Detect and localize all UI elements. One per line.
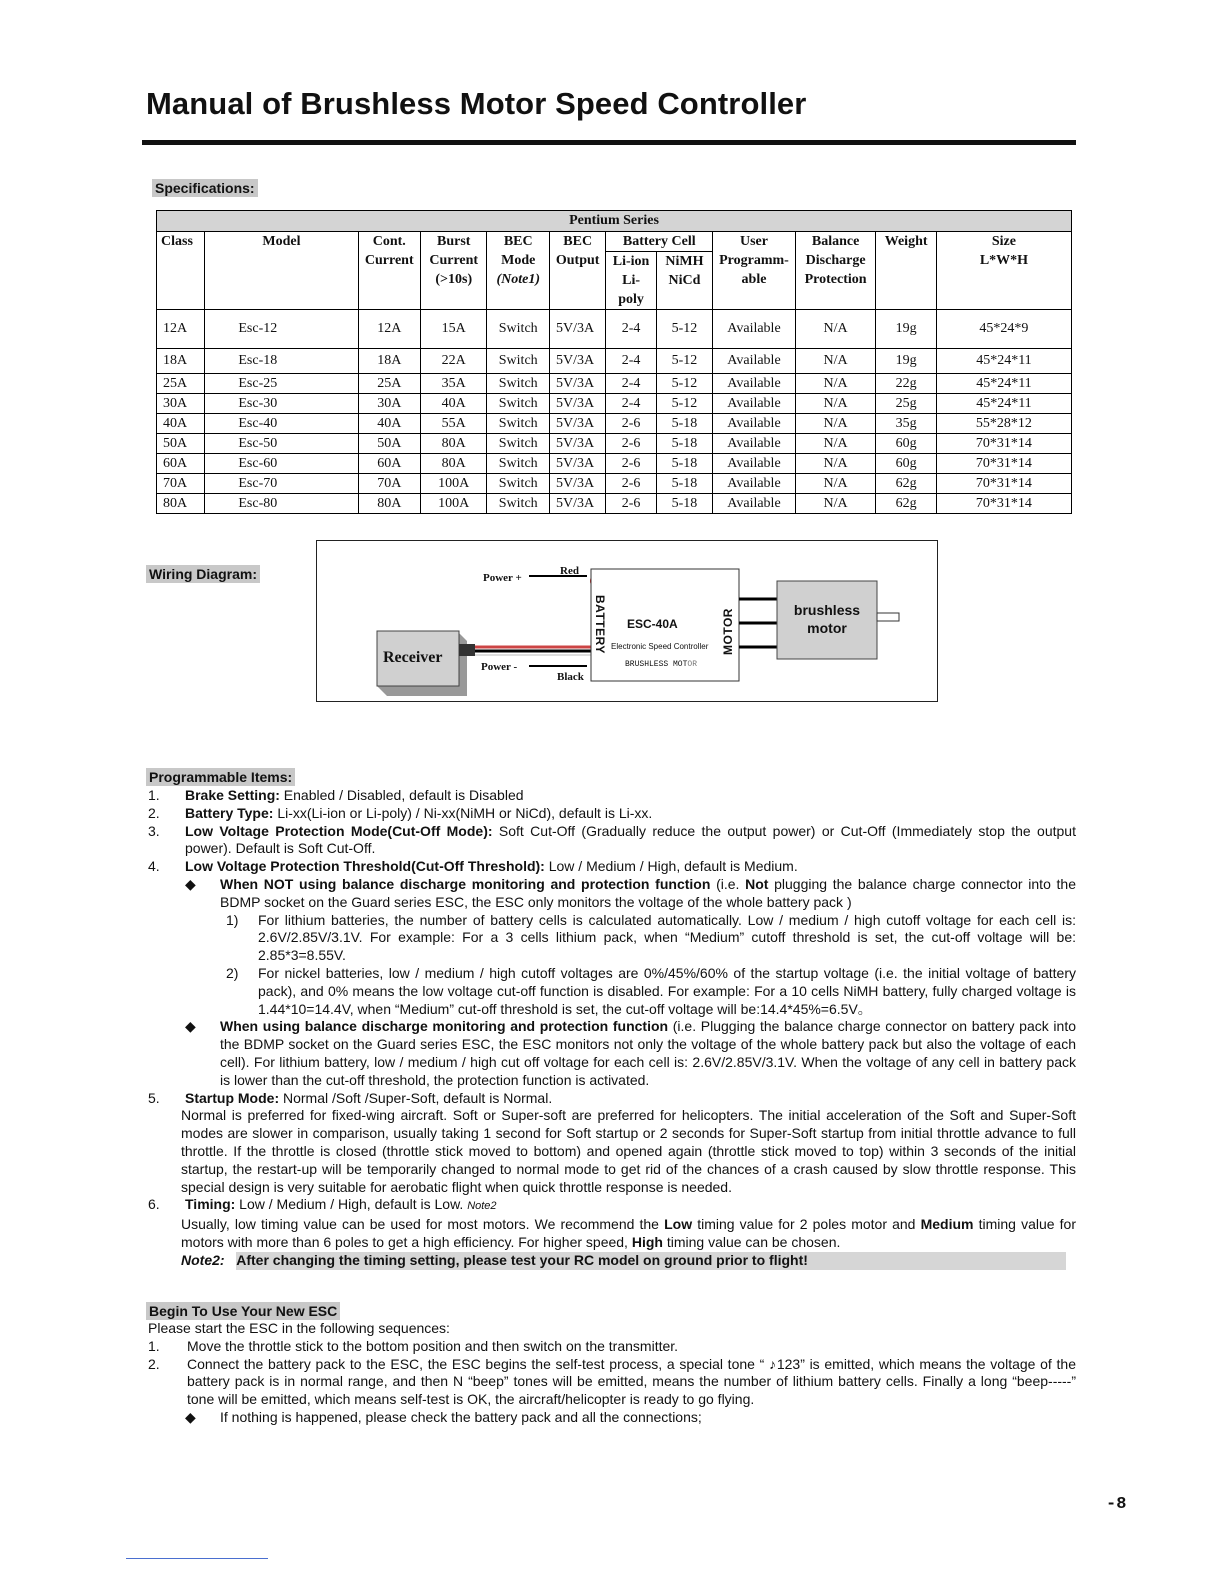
table-cell: 80A (420, 454, 487, 474)
table-cell: 5V/3A (549, 494, 605, 514)
bullet-item: ◆ When using balance discharge monitoring and protection function (i.e. Plugging the balance charge connector on battery pack into the BDMP socket on the Guard series ESC, the ESC monitors not only the voltage of the whole battery pack but also the voltage of each cell). For lithium battery, low / medium / high cut off voltage for each cell is: 2.6V/2.85V/3.1V. When the voltage of any cell in battery pack is lower than the cut-off threshold, the protection function is activated. (185, 1018, 1076, 1088)
col-balance-protection: Balance Discharge Protection (795, 232, 876, 310)
table-cell: 5-12 (656, 310, 712, 349)
table-cell: Available (713, 374, 796, 394)
table-row (157, 474, 1072, 494)
table-cell: 2-6 (606, 434, 656, 454)
col-liion: Li-ion Li-poly (606, 252, 656, 310)
list-item: 2. Connect the battery pack to the ESC, the ESC begins the self-test process, a special tone “ ♪123” is emitted, which means the voltage of the battery pack is in normal range, and then N “beep” tones will be emitted, means the number of lithium battery cells. Finally a long “beep-----” tone will be emitted, which means self-test is OK, the aircraft/helicopter is ready to go flying. (148, 1355, 1076, 1408)
table-cell: 40A (157, 414, 205, 434)
table-cell: 5V/3A (549, 474, 605, 494)
footer-line (126, 1558, 268, 1559)
begin-section (148, 1320, 1076, 1427)
table-cell: Available (713, 434, 796, 454)
note2-text: After changing the timing setting, please test your RC model on ground prior to flight! (236, 1252, 1066, 1270)
table-cell: N/A (795, 474, 876, 494)
list-item: 1. Move the throttle stick to the bottom position and then switch on the transmitter. (148, 1337, 679, 1354)
bullet-icon: ◆ (185, 1408, 196, 1425)
table-cell: Switch (487, 394, 549, 414)
table-cell: 22A (420, 349, 487, 374)
table-cell: 25g (876, 394, 936, 414)
table-cell: 60A (358, 454, 420, 474)
table-cell: 60A (157, 454, 205, 474)
bullet-icon: ◆ (185, 1018, 196, 1035)
table-header-row (157, 232, 1072, 252)
table-cell: 35A (420, 374, 487, 394)
table-cell: 2-4 (606, 374, 656, 394)
table-cell: 18A (157, 349, 205, 374)
begin-intro: Please start the ESC in the following sequences: (148, 1320, 450, 1336)
page-title: Manual of Brushless Motor Speed Controller (146, 86, 807, 121)
table-cell: 19g (876, 310, 936, 349)
col-model: Model (205, 232, 358, 310)
table-cell: 5V/3A (549, 394, 605, 414)
series-header: Pentium Series (157, 211, 1072, 232)
col-class: Class (157, 232, 205, 310)
table-cell: 50A (358, 434, 420, 454)
list-item: 5. Startup Mode: Normal /Soft /Super-Soft, default is Normal. (148, 1089, 553, 1106)
col-weight: Weight (876, 232, 936, 310)
table-cell: N/A (795, 374, 876, 394)
table-cell: Switch (487, 474, 549, 494)
table-cell: 50A (157, 434, 205, 454)
col-burst-current: Burst Current (>10s) (420, 232, 487, 310)
table-cell: 2-6 (606, 474, 656, 494)
table-cell: Switch (487, 414, 549, 434)
table-body (157, 310, 1072, 514)
table-cell: 2-6 (606, 454, 656, 474)
table-cell: 100A (420, 474, 487, 494)
power-minus-label: Power - (481, 661, 518, 673)
col-nimh: NiMH NiCd (656, 252, 712, 310)
esc-desc: Electronic Speed Controller (611, 642, 709, 651)
table-cell: 5-18 (656, 494, 712, 514)
table-cell: 5V/3A (549, 349, 605, 374)
bullet-item: ◆ If nothing is happened, please check the battery pack and all the connections; (185, 1408, 702, 1425)
table-cell: 25A (157, 374, 205, 394)
table-cell: N/A (795, 454, 876, 474)
table-cell: Available (713, 494, 796, 514)
list-item: 3. Low Voltage Protection Mode(Cut-Off Mode): Soft Cut-Off (Gradually reduce the output power) or Cut-Off (Immediately stop the output power). Default is Soft Cut-Off. (148, 822, 1076, 857)
table-cell: N/A (795, 494, 876, 514)
esc-brand: BRUSHLESS MOTOR (625, 660, 698, 669)
table-cell: 80A (420, 434, 487, 454)
table-cell: Available (713, 349, 796, 374)
table-cell: Esc-12 (205, 310, 358, 349)
list-item: 4. Low Voltage Protection Threshold(Cut-Off Threshold): Low / Medium / High, default is Medium. (148, 858, 798, 875)
table-cell: 80A (157, 494, 205, 514)
table-cell: 12A (157, 310, 205, 349)
table-cell: 55*28*12 (936, 414, 1071, 434)
list-item: 1. Brake Setting: Enabled / Disabled, default is Disabled (148, 787, 524, 803)
sub-item: 1) For lithium batteries, the number of battery cells is calculated automatically. Low / medium / high cutoff voltage for each cell is: 2.6V/2.85V/3.1V. For example: For a 3 cells lithium pack, when “Medium” cutoff threshold is set, the cut-off voltage will be: 2.85*3=8.55V. (226, 911, 1076, 964)
table-cell: N/A (795, 414, 876, 434)
specifications-heading: Specifications: (152, 179, 258, 197)
table-cell: Esc-50 (205, 434, 358, 454)
page-number: -8 (1106, 1495, 1127, 1514)
table-cell: Available (713, 474, 796, 494)
table-cell: 40A (358, 414, 420, 434)
col-bec-mode: BEC Mode (Note1) (487, 232, 549, 310)
table-cell: 62g (876, 474, 936, 494)
list-item: 2. Battery Type: Li-xx(Li-ion or Li-poly) / Ni-xx(NiMH or NiCd), default is Li-xx. (148, 804, 653, 821)
table-cell: 80A (358, 494, 420, 514)
table-cell: Esc-18 (205, 349, 358, 374)
table-cell: Switch (487, 454, 549, 474)
table-cell: Switch (487, 494, 549, 514)
esc-name: ESC-40A (627, 617, 678, 631)
table-row (157, 374, 1072, 394)
specifications-table (156, 210, 1072, 514)
table-cell: Switch (487, 310, 549, 349)
table-cell: Esc-60 (205, 454, 358, 474)
programmable-heading: Programmable Items: (146, 768, 295, 786)
table-cell: 40A (420, 394, 487, 414)
table-cell: 2-4 (606, 349, 656, 374)
table-row (157, 494, 1072, 514)
table-cell: 45*24*11 (936, 374, 1071, 394)
sub-item: 2) For nickel batteries, low / medium / high cutoff voltages are 0%/45%/60% of the startup voltage (i.e. the initial voltage of battery pack), and 0% means the low voltage cut-off function is disabled. For example: For a 10 cells NiMH battery, fully charged voltage is 1.44*10=14.4V, when “Medium” cut-off threshold is set, the cut-off voltage will be:14.4*45%=6.5V。 (226, 964, 1076, 1017)
table-cell: N/A (795, 394, 876, 414)
table-cell: 5V/3A (549, 454, 605, 474)
table-cell: 35g (876, 414, 936, 434)
table-cell: 5-18 (656, 434, 712, 454)
table-cell: 70A (157, 474, 205, 494)
table-cell: 5-12 (656, 374, 712, 394)
table-cell: 2-6 (606, 494, 656, 514)
table-cell: 18A (358, 349, 420, 374)
table-cell: 5V/3A (549, 434, 605, 454)
table-cell: Esc-70 (205, 474, 358, 494)
table-cell: 5V/3A (549, 310, 605, 349)
table-cell: Available (713, 310, 796, 349)
table-cell: Switch (487, 349, 549, 374)
table-cell: Switch (487, 434, 549, 454)
table-row (157, 414, 1072, 434)
begin-heading: Begin To Use Your New ESC (146, 1302, 340, 1320)
red-label: Red (560, 565, 579, 577)
table-cell: 2-6 (606, 414, 656, 434)
table-cell: 70*31*14 (936, 454, 1071, 474)
table-cell: 5V/3A (549, 374, 605, 394)
table-row (157, 310, 1072, 349)
table-cell: N/A (795, 349, 876, 374)
table-cell: 55A (420, 414, 487, 434)
table-row (157, 454, 1072, 474)
table-cell: 45*24*11 (936, 394, 1071, 414)
table-cell: 70*31*14 (936, 434, 1071, 454)
receiver-label: Receiver (383, 649, 443, 666)
col-cont-current: Cont. Current (358, 232, 420, 310)
table-cell: 100A (420, 494, 487, 514)
table-cell: 2-4 (606, 394, 656, 414)
table-cell: 70*31*14 (936, 474, 1071, 494)
table-cell: 5-18 (656, 454, 712, 474)
bullet-icon: ◆ (185, 875, 196, 892)
table-cell: 5-12 (656, 394, 712, 414)
note2: Note2: After changing the timing setting, please test your RC model on ground prior to flight! (148, 1252, 1076, 1270)
table-cell: 2-4 (606, 310, 656, 349)
table-cell: 19g (876, 349, 936, 374)
startup-body: Normal is preferred for fixed-wing aircraft. Soft or Super-soft are preferred for helicopters. The initial acceleration of the Soft and Super-Soft modes are slower in comparison, usually taking 1 second for Soft startup or 2 seconds for Super-Soft startup from initial throttle advance to full throttle. If the throttle is closed (throttle stick moved to bottom) and opened again (throttle stick moved to top) within 3 seconds of the initial startup, the restart-up will be temporarily changed to normal mode to get rid of the chances of a crash caused by slow throttle response. This special design is very suitable for aerobatic flight when quick throttle response is needed. (181, 1107, 1076, 1195)
table-cell: 15A (420, 310, 487, 349)
title-rule (142, 140, 1076, 145)
table-cell: 5-18 (656, 414, 712, 434)
table-cell: N/A (795, 310, 876, 349)
table-cell: 5-18 (656, 474, 712, 494)
battery-label: BATTERY (593, 595, 607, 654)
table-cell: 70A (358, 474, 420, 494)
programmable-items (148, 787, 1076, 1270)
table-row (157, 349, 1072, 374)
table-cell: 30A (358, 394, 420, 414)
table-cell: 70*31*14 (936, 494, 1071, 514)
motor-label: brushless motor (793, 602, 861, 636)
power-plus-label: Power + (483, 572, 522, 584)
table-cell: Switch (487, 374, 549, 394)
wiring-diagram (316, 540, 938, 702)
list-item: 6. Timing: Low / Medium / High, default is Low. Note2 (148, 1196, 497, 1213)
table-cell: Esc-25 (205, 374, 358, 394)
table-row (157, 394, 1072, 414)
table-cell: 25A (358, 374, 420, 394)
table-cell: Esc-80 (205, 494, 358, 514)
col-size: Size L*W*H (936, 232, 1071, 310)
table-cell: Available (713, 454, 796, 474)
bullet-item: ◆ When NOT using balance discharge monitoring and protection function (i.e. Not plugging the balance charge connector into the BDMP socket on the Guard series ESC, the ESC only monitors the voltage of the whole battery pack ) (185, 875, 1077, 910)
col-bec-output: BEC Output (549, 232, 605, 310)
black-label: Black (557, 671, 584, 683)
table-cell: 62g (876, 494, 936, 514)
table-cell: 45*24*9 (936, 310, 1071, 349)
table-cell: 12A (358, 310, 420, 349)
table-cell: 45*24*11 (936, 349, 1071, 374)
table-cell: 60g (876, 454, 936, 474)
table-row (157, 434, 1072, 454)
table-cell: 5-12 (656, 349, 712, 374)
table-cell: 60g (876, 434, 936, 454)
table-cell: Esc-30 (205, 394, 358, 414)
table-cell: Esc-40 (205, 414, 358, 434)
wiring-heading: Wiring Diagram: (146, 565, 260, 583)
table-cell: N/A (795, 434, 876, 454)
col-battery-cell: Battery Cell (606, 232, 713, 252)
table-cell: 5V/3A (549, 414, 605, 434)
table-cell: 22g (876, 374, 936, 394)
motor-side-label: MOTOR (721, 608, 735, 655)
col-user-programmable: User Programm- able (713, 232, 796, 310)
timing-body: Usually, low timing value can be used for most motors. We recommend the Low timing value for 2 poles motor and Medium timing value for motors with more than 6 poles to get a high efficiency. For higher speed, High timing value can be chosen. (181, 1216, 1076, 1250)
table-cell: Available (713, 394, 796, 414)
table-cell: 30A (157, 394, 205, 414)
table-cell: Available (713, 414, 796, 434)
